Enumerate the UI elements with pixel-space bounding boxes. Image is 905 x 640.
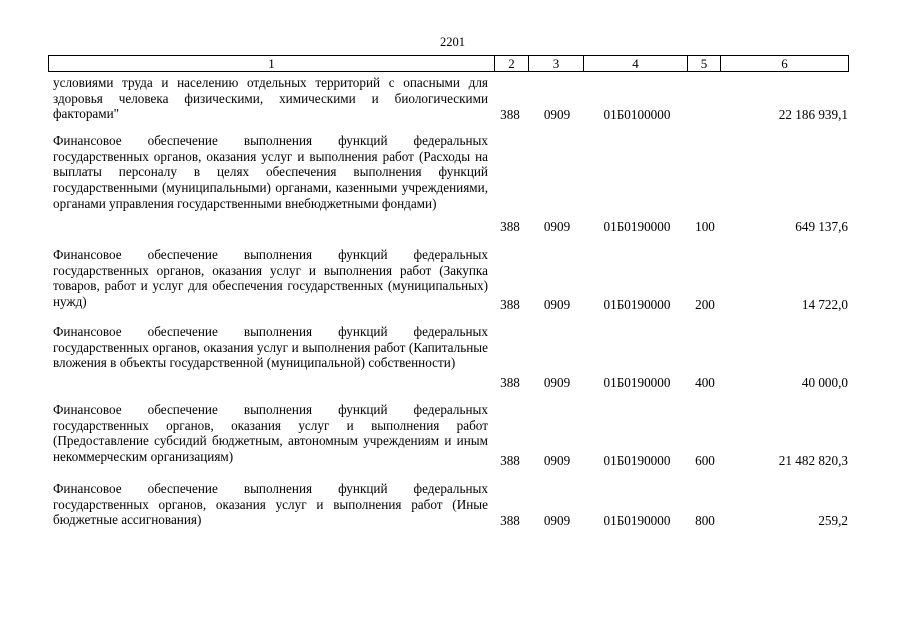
cell-col-4: 01Б0190000	[603, 453, 671, 468]
cell-col-5: 800	[695, 513, 715, 528]
cell-col-4: 01Б0190000	[603, 219, 671, 234]
cell-col-2: 388	[500, 107, 520, 122]
cell-col-3: 0909	[543, 513, 571, 528]
cell-col-4: 01Б0100000	[603, 107, 671, 122]
cell-col-2: 388	[500, 297, 520, 312]
row-description: Финансовое обеспечение выполнения функций федеральных государственных органов, оказания услуг и выполнения работ (Закупка товаров, работ и услуг для обеспечения государственных (муниципальных) нужд)	[53, 247, 488, 310]
cell-col-3: 0909	[543, 219, 571, 234]
cell-col-5: 200	[695, 297, 715, 312]
row-description: Финансовое обеспечение выполнения функций федеральных государственных органов, оказания услуг и выполнения работ (Капитальные вложения в объекты государственной (муниципальной) собственности)	[53, 324, 488, 371]
cell-col-3: 0909	[543, 375, 571, 390]
cell-col-2: 388	[500, 219, 520, 234]
row-description: Финансовое обеспечение выполнения функций федеральных государственных органов, оказания услуг и выполнения работ (Предоставление субсидий бюджетным, автономным учреждениям и иным некоммерческим организациям)	[53, 402, 488, 465]
header-col-5: 5	[687, 55, 721, 72]
cell-col-5: 400	[695, 375, 715, 390]
row-description: Финансовое обеспечение выполнения функций федеральных государственных органов, оказания услуг и выполнения работ (Расходы на выплаты персоналу в целях обеспечения выполнения функций государственными (муниципальными) органами, казенными учреждениями, органами управления государственными внебюджетными фондами)	[53, 133, 488, 211]
cell-col-3: 0909	[543, 107, 571, 122]
page-number: 2201	[440, 35, 465, 49]
header-col-4: 4	[583, 55, 688, 72]
row-description: условиями труда и населению отдельных территорий с опасными для здоровья человека физическими, химическими и биологическими факторами"	[53, 75, 488, 122]
cell-col-6: 14 722,0	[801, 297, 848, 312]
cell-col-6: 259,2	[818, 513, 848, 528]
cell-col-2: 388	[500, 375, 520, 390]
header-col-3: 3	[528, 55, 584, 72]
cell-col-3: 0909	[543, 297, 571, 312]
cell-col-5: 100	[695, 219, 715, 234]
cell-col-4: 01Б0190000	[603, 513, 671, 528]
cell-col-6: 21 482 820,3	[778, 453, 848, 468]
cell-col-5: 600	[695, 453, 715, 468]
cell-col-3: 0909	[543, 453, 571, 468]
cell-col-6: 22 186 939,1	[778, 107, 848, 122]
cell-col-6: 649 137,6	[795, 219, 848, 234]
cell-col-4: 01Б0190000	[603, 375, 671, 390]
header-col-6: 6	[720, 55, 849, 72]
header-col-1: 1	[48, 55, 495, 72]
cell-col-2: 388	[500, 513, 520, 528]
cell-col-2: 388	[500, 453, 520, 468]
cell-col-4: 01Б0190000	[603, 297, 671, 312]
row-description: Финансовое обеспечение выполнения функций федеральных государственных органов, оказания услуг и выполнения работ (Иные бюджетные ассигнования)	[53, 481, 488, 528]
cell-col-6: 40 000,0	[801, 375, 848, 390]
header-col-2: 2	[494, 55, 529, 72]
